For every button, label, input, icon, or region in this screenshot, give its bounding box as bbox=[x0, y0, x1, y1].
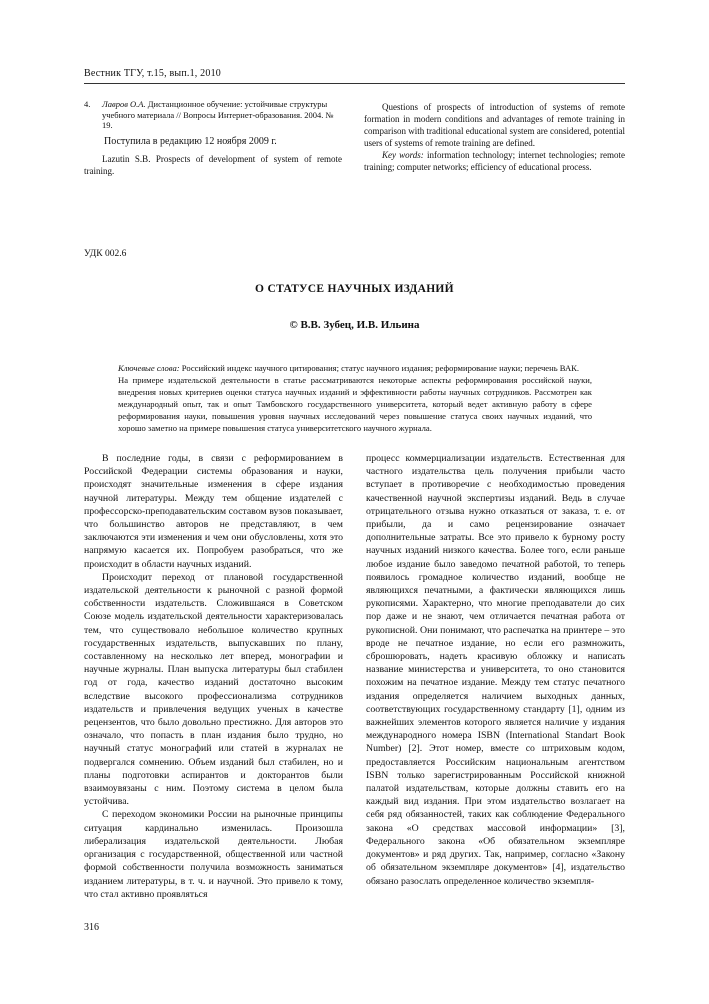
header-rule bbox=[84, 83, 625, 84]
reference-text bbox=[102, 99, 344, 131]
body-paragraph: В последние годы, в связи с реформированием в Российской Федерации системы образования и науки, происходят значительные изменения в сфере издания научной литературы. Между тем общение издателей с профессорско-преподавательским составом вузов показывает, что большинство авторов не представляют, в чем заключаются эти изменения и чем они обусловлены, хотя это напрямую касается их. Попробуем разобраться, что же происходит в области научных изданий. bbox=[84, 453, 343, 570]
udk-code: УДК 002.6 bbox=[84, 249, 127, 259]
russian-abstract bbox=[118, 362, 592, 434]
journal-header: Вестник ТГУ, т.15, вып.1, 2010 bbox=[84, 68, 221, 79]
russian-abstract-text: На примере издательской деятельности в статье рассматриваются некоторые аспекты реформирования российской науки, внедрения новых критериев оценки статуса научных изданий и эффективности работы научных сотрудников. Рассмотрен как международный опыт, так и опыт Тамбовского государственного университета, который ведет активную работу в сфере реформирования науки, повышения уровня научных исследований через повышение статуса своих научных изданий, что хорошо заметно на примере повышения статуса университетского научного журнала. bbox=[118, 375, 592, 433]
english-abstract bbox=[364, 101, 625, 173]
article-title: О СТАТУСЕ НАУЧНЫХ ИЗДАНИЙ bbox=[255, 283, 454, 295]
body-paragraph: С переходом экономики России на рыночные принципы ситуация кардинально изменилась. Произошла либерализация издательской деятельности. Любая организация с государственной, общественной или частной формой собственности получила возможность заниматься изданием литературы, в т. ч. и научной. Это привело к тому, что стал активно проявляться bbox=[84, 809, 343, 900]
reference-authors: Лавров О.А. bbox=[102, 99, 146, 109]
reference-item bbox=[84, 99, 344, 131]
russian-keywords bbox=[118, 362, 592, 374]
body-paragraph: процесс коммерциализации издательств. Естественная для частного издательства цель получения прибыли часто вступает в противоречие с необходимостью проведения качественной научной экспертизы изданий. Ведь в случае отрицательного отзыва нужно отказаться от заказа, т. е. от прибыли, да и само рецензирование означает дополнительные затраты. Все это привело к бурному росту научных изданий низкого качества. Более того, если раньше любое издание было заведомо печатной работой, то теперь появилось громадное количество изданий, вообще не являющихся печатными, а фактически являющихся лишь рукописями. Характерно, что многие преподаватели до сих пор даже и не знают, чем отличается печатная работа от рукописной. Они понимают, что распечатка на принтере – это вроде не печатное издание, но если его размножить, сброшюровать, надеть красивую обложку и написать название министерства и университета, то оно становится похожим на печатное издание. Между тем статус печатного издания определяется наличием выходных данных, соответствующих государственному стандарту [1], одним из важнейших элементов которого является наличие у издания международного номера ISBN (International Standart Book Number) [2]. Этот номер, вместе со штриховым кодом, предоставляется Российским национальным агентством ISBN только зарегистрированным Российской книжной палатой издательствам, которые должны ставить его на каждый вид издания. При этом издательство возлагает на себя ряд обязанностей, таких как соблюдение Федерального закона «О средствах массовой информации» [3], Федерального закона «Об обязательном экземпляре документов» и ряд других. Так, например, согласно «Закону об обязательном экземпляре документов» [4], издательство обязано разослать определенное количество экземпля- bbox=[366, 453, 625, 887]
russian-keywords-label: Ключевые слова: bbox=[118, 363, 180, 373]
received-date: Поступила в редакцию 12 ноября 2009 г. bbox=[104, 136, 277, 147]
article-authors: © В.В. Зубец, И.В. Ильина bbox=[289, 319, 420, 331]
body-column-left bbox=[84, 452, 343, 901]
russian-keywords-text: Российский индекс научного цитирования; статус научного издания; реформирование науки; перечень ВАК. bbox=[179, 363, 580, 373]
body-column-right bbox=[366, 452, 625, 888]
english-keywords bbox=[364, 149, 625, 173]
reference-number: 4. bbox=[84, 99, 91, 109]
english-keywords-label: Key words: bbox=[382, 150, 424, 160]
english-summary-title: Lazutin S.B. Prospects of development of system of remote training. bbox=[84, 154, 342, 176]
body-paragraph: Происходит переход от плановой государственной издательской деятельности к рыночной с разной формой собственности издательств. Сложившаяся в Советском Союзе модель издательской деятельности характеризовалась тем, что существовало небольшое количество крупных государственных издательств, выпускавших по плану, составленному на несколько лет вперед, монографии и научные журналы. План выпуска литературы был стабилен год от года, качество изданий достаточно высоким вследствие высокого профессионализма сотрудников издательств и привлечения ведущих ученых в качестве рецензентов, что было довольно престижно. Для авторов это означало, что попасть в план издания было трудно, но научный статус монографий или статей в журналах не подвергался сомнению. Объем изданий был стабилен, но и планы подготовки аспирантов и докторантов были взаимоувязаны с ним. Поэтому система в целом была устойчива. bbox=[84, 571, 343, 808]
reference-body: Дистанционное обучение: устойчивые структуры учебного материала // Вопросы Интернет-образования. 2004. № 19. bbox=[102, 99, 334, 131]
page-number: 316 bbox=[84, 922, 99, 933]
english-keywords-text: information technology; internet technologies; remote training; computer networks; efficiency of educational process. bbox=[364, 150, 625, 172]
english-abstract-text: Questions of prospects of introduction of systems of remote formation in modern conditions and advantages of remote training in comparison with traditional educational system are considered, potential users of systems of remote training are defined. bbox=[364, 102, 625, 148]
